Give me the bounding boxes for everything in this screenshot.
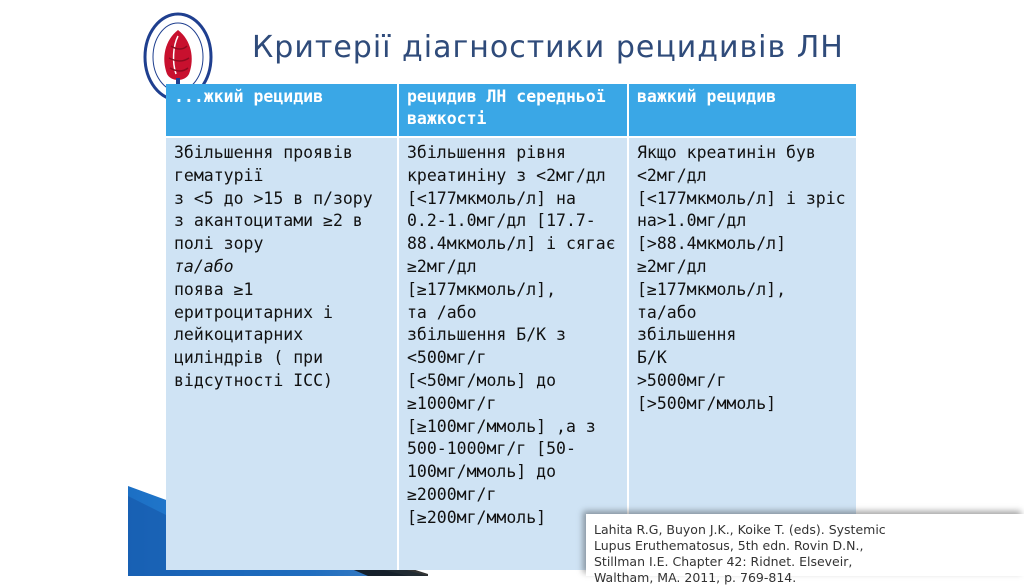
header-severe-relapse: важкий рецидив	[628, 84, 856, 137]
cell-text-line: ≥2мг/дл	[407, 256, 477, 276]
cell-text-line: полі зору	[174, 234, 264, 254]
cell-text-line: Збільшення проявів	[174, 143, 353, 162]
cell-severe-criteria	[628, 137, 856, 570]
table-row	[166, 137, 856, 570]
cell-text-line: та/або	[637, 302, 697, 322]
cell-text-line: [≥177мкмоль/л],	[637, 279, 787, 299]
cell-text-line: <500мг/г	[407, 348, 487, 368]
cell-text-line: та/або	[174, 256, 234, 276]
reference-box	[586, 514, 1024, 585]
criteria-table	[166, 84, 856, 570]
cell-moderate-criteria	[398, 137, 628, 570]
cell-text-line: [≥177мкмоль/л],	[407, 279, 557, 299]
reference-line: Lahita R.G, Buyon J.K., Koike T. (eds). Systemic	[594, 522, 886, 537]
cell-text-line: 500-1000мг/г [50-	[407, 439, 576, 459]
cell-text-line: 88.4мкмоль/л] і сягає	[407, 234, 616, 254]
cell-text-line: 100мг/ммоль] до	[407, 462, 557, 482]
cell-text-line: збільшення	[637, 325, 737, 345]
cell-text-line: >5000мг/г	[637, 370, 727, 390]
cell-text-line: на>1.0мг/дл	[637, 211, 747, 231]
cell-mild-criteria	[166, 137, 398, 570]
page-title: Критерії діагностики рецидивів ЛН	[252, 30, 844, 65]
cell-text-line: збільшення Б/К з	[407, 325, 566, 345]
cell-text-line: з <5 до >15 в п/зору	[174, 188, 373, 208]
cell-text-line: Якщо креатинін був	[637, 143, 816, 162]
reference-line: Lupus Eruthematosus, 5th edn. Rovin D.N.,	[594, 538, 864, 553]
header-moderate-relapse: рецидив ЛН середньої важкості	[398, 84, 628, 137]
cell-text-line: поява ≥1	[174, 279, 254, 299]
cell-text-line: гематурії	[174, 165, 264, 185]
cell-text-line: [>500мг/ммоль]	[637, 393, 777, 413]
cell-text-line: [>88.4мкмоль/л]	[637, 234, 787, 254]
cell-text-line: та /або	[407, 302, 477, 322]
cell-text-line: креатиніну з <2мг/дл	[407, 165, 606, 185]
cell-text-line: Збільшення рівня	[407, 143, 566, 162]
cell-text-line: циліндрів ( при	[174, 348, 324, 368]
table-header-row	[166, 84, 856, 137]
cell-text-line: ≥2000мг/г	[407, 484, 497, 504]
cell-text-line: ≥2мг/дл	[637, 256, 707, 276]
reference-line: Waltham, MA. 2011, p. 769-814.	[594, 570, 797, 585]
cell-text-line: [<177мкмоль/л] і зріс	[637, 188, 846, 208]
reference-line: Stillman I.E. Chapter 42: Ridnet. Elseveir,	[594, 554, 853, 569]
header-mild-relapse: ...жкий рецидив	[166, 84, 398, 137]
cell-text-line: 0.2-1.0мг/дл [17.7-	[407, 211, 596, 231]
cell-text-line: [≥200мг/ммоль]	[407, 507, 547, 527]
cell-text-line: [<177мкмоль/л] на	[407, 188, 576, 208]
cell-text-line: <2мг/дл	[637, 165, 707, 185]
cell-text-line: ≥1000мг/г	[407, 393, 497, 413]
cell-text-line: [≥100мг/ммоль] ,а з	[407, 416, 596, 436]
cell-text-line: [<50мг/моль] до	[407, 370, 557, 390]
cell-text-line: з акантоцитами ≥2 в	[174, 211, 363, 231]
cell-text-line: еритроцитарних і	[174, 302, 333, 322]
cell-text-line: Б/К	[637, 348, 667, 368]
cell-text-line: відсутності ІСС)	[174, 370, 333, 390]
cell-text-line: лейкоцитарних	[174, 325, 304, 345]
